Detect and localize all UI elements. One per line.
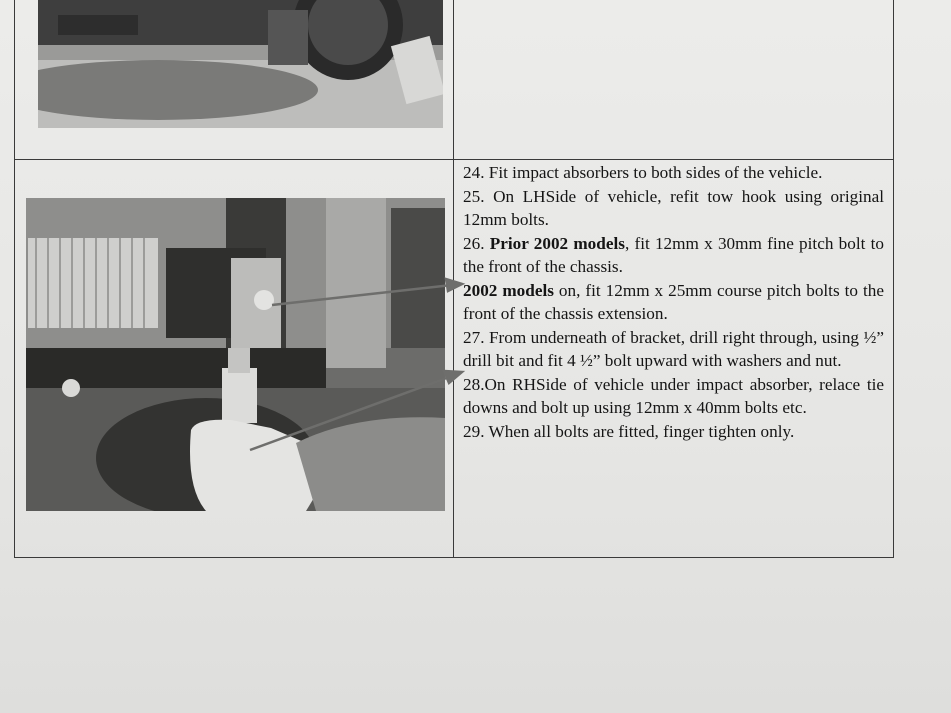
step-29-text: 29. When all bolts are fitted, finger tighten only.	[463, 421, 795, 441]
step-24-text: 24. Fit impact absorbers to both sides of the vehicle.	[463, 163, 823, 182]
step-27	[463, 326, 884, 373]
installation-steps	[463, 161, 884, 443]
step-24	[463, 161, 884, 185]
step-26-number: 26.	[463, 233, 490, 253]
step-25	[463, 185, 884, 232]
step-25-text: 25. On LHSide of vehicle, refit tow hook using original 12mm bolts.	[463, 186, 884, 229]
step-29	[463, 420, 884, 444]
step-26-bold-label: Prior 2002 models	[489, 233, 625, 253]
step-26-2002-on	[463, 279, 884, 326]
step-28-text: 28.On RHSide of vehicle under impact absorber, relace tie downs and bolt up using 12mm x 40mm bolts etc.	[463, 374, 884, 417]
step-28	[463, 373, 884, 420]
step-26-prior-2002	[463, 232, 884, 279]
step-27-text: 27. From underneath of bracket, drill right through, using ½” drill bit and fit 4 ½” bolt upward with washers and nut.	[463, 327, 884, 370]
step-26b-bold-label: 2002 models	[463, 280, 554, 300]
step-26-text: , fit 12mm x 30mm fine pitch bolt to the front of the chassis.	[463, 233, 884, 276]
step-26b-text: on, fit 12mm x 25mm course pitch bolts to the front of the chassis extension.	[463, 280, 884, 323]
